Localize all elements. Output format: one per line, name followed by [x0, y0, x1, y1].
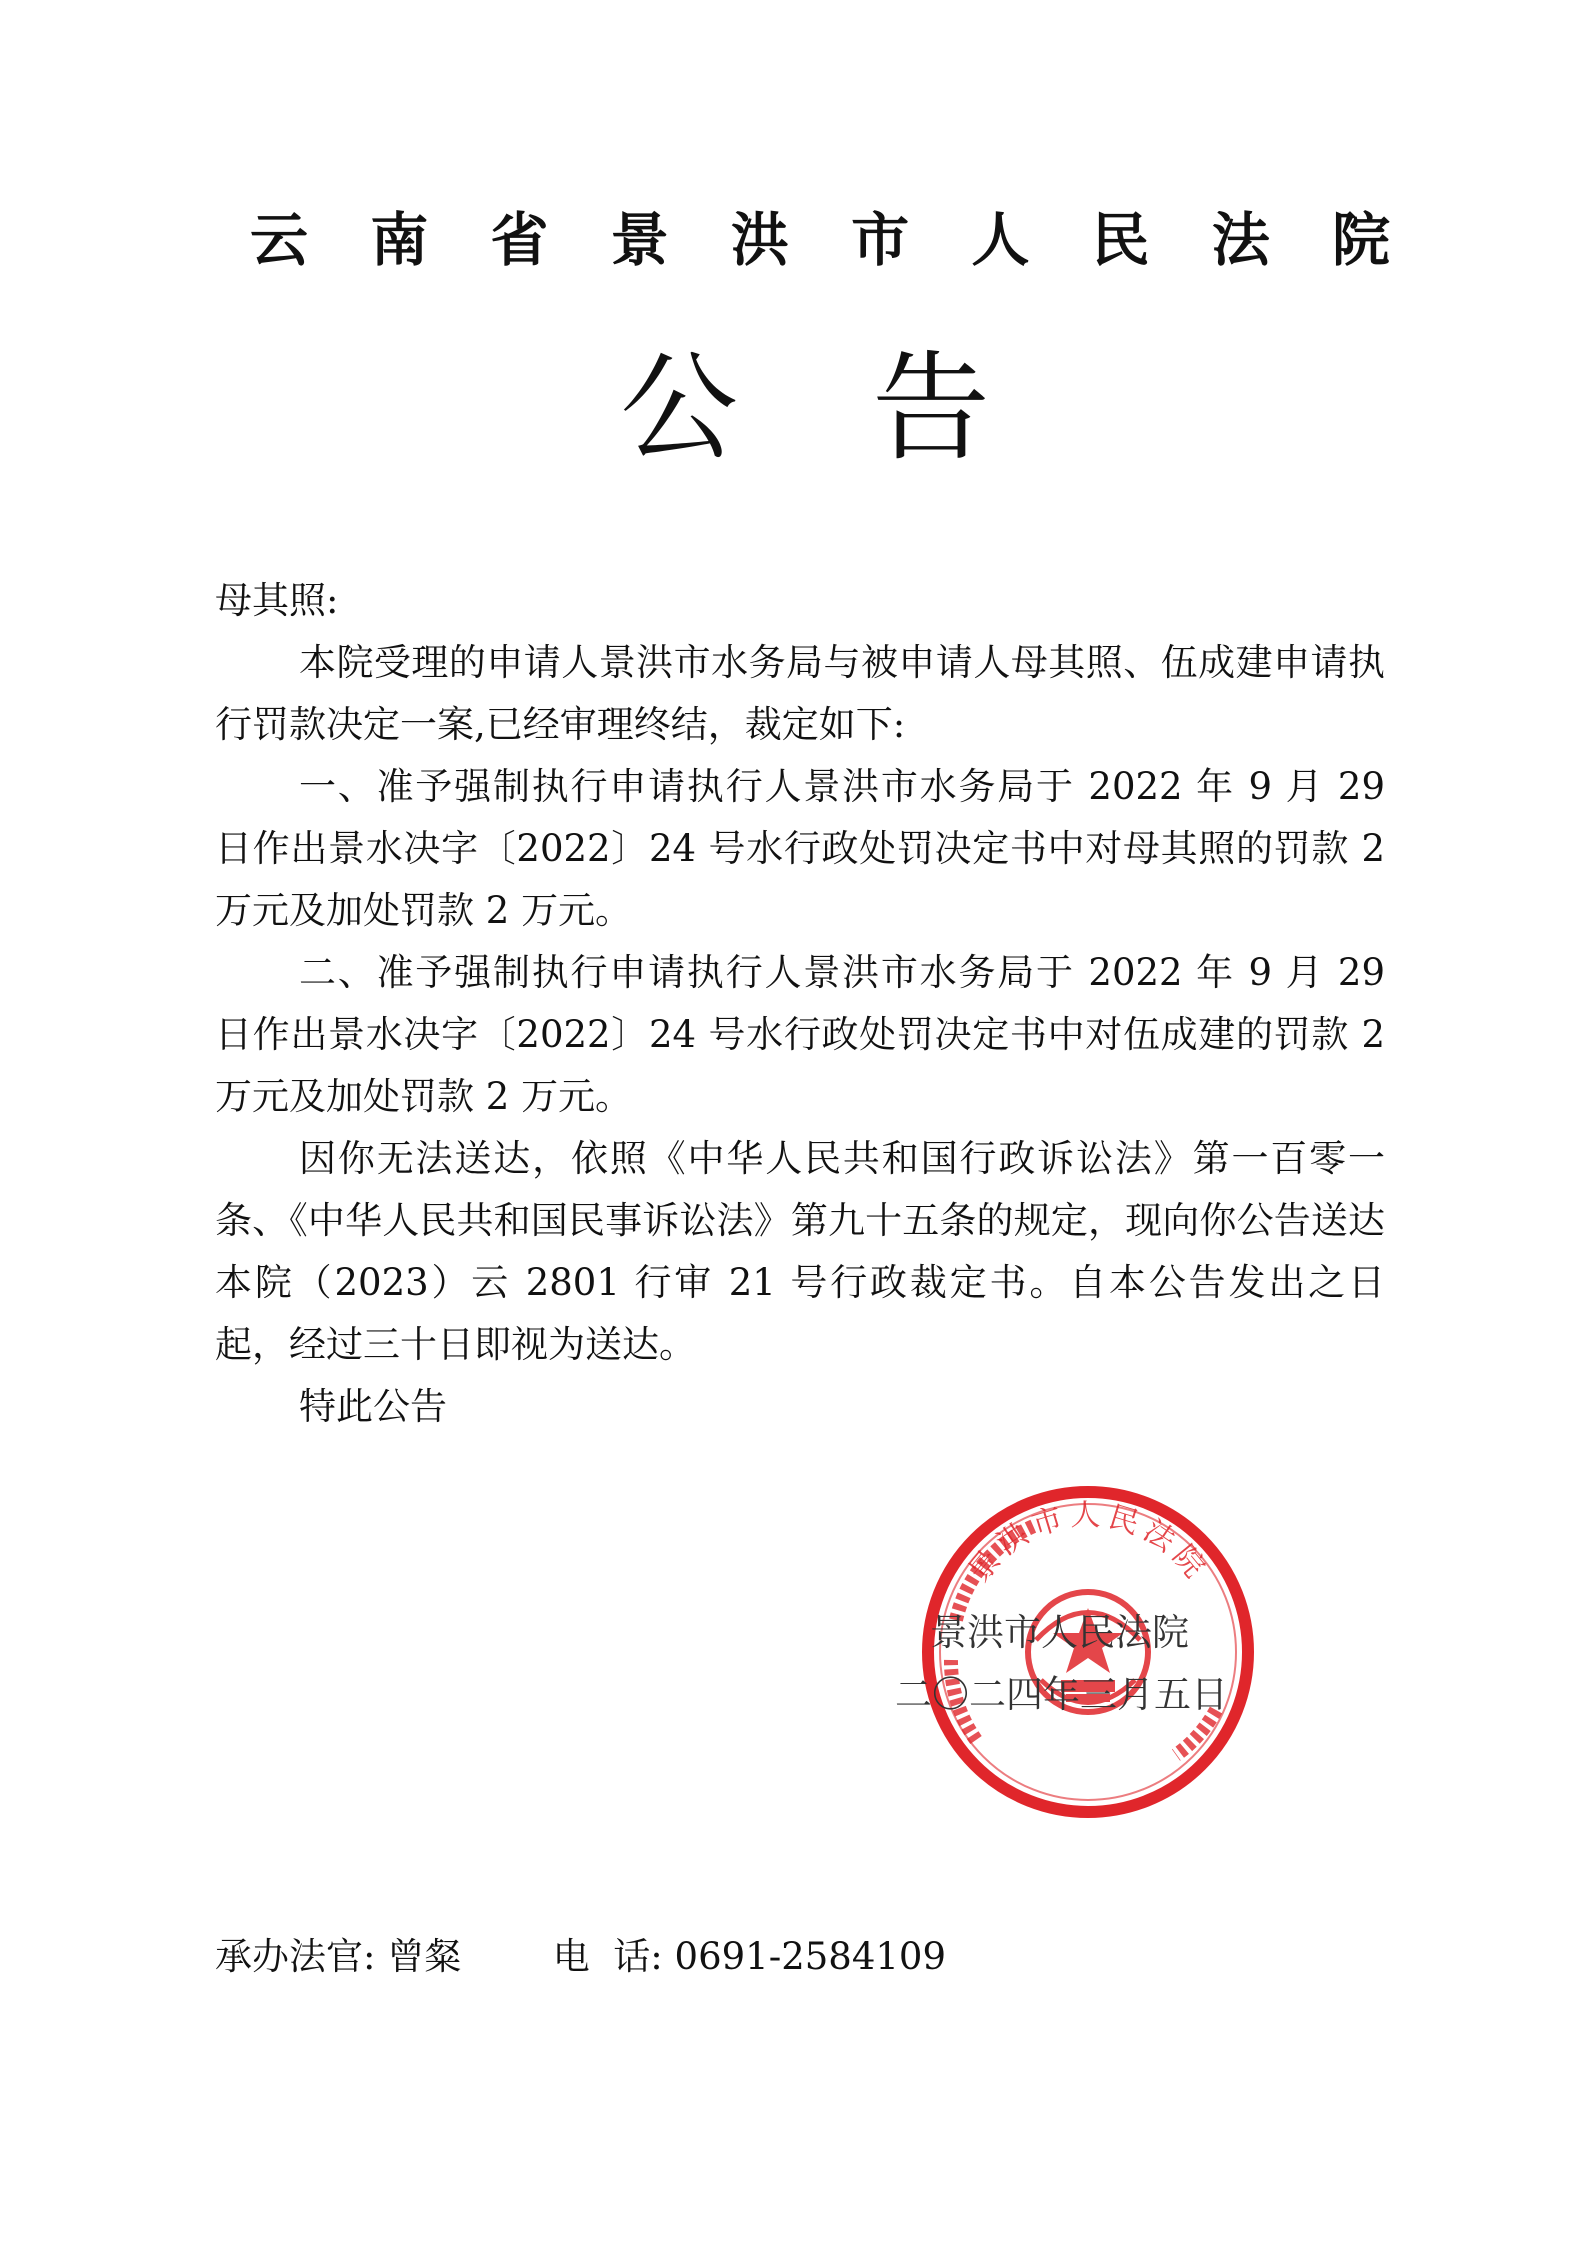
judge-label: 承办法官:: [215, 1935, 376, 1978]
signature-date: 二〇二四年三月五日: [895, 1673, 1228, 1716]
court-name-char: 洪: [730, 206, 789, 274]
intro-paragraph: 本院受理的申请人景洪市水务局与被申请人母其照、伍成建申请执行罚款决定一案,已经审理终结，裁定如下:: [215, 641, 1385, 746]
court-name-char: 市: [851, 206, 910, 274]
ruling-item-2: 二、准予强制执行申请执行人景洪市水务局于 2022 年 9 月 29 日作出景水决字〔2022〕24 号水行政处罚决定书中对伍成建的罚款 2 万元及加处罚款 2 万元。: [215, 951, 1385, 1118]
court-name-heading: [250, 200, 1390, 280]
title-char: 告: [871, 339, 990, 477]
seal-text: 景洪市人民法院: [961, 1498, 1216, 1589]
court-name-char: 省: [490, 206, 549, 274]
court-name-char: 院: [1331, 206, 1390, 274]
court-name-char: 民: [1091, 206, 1150, 274]
notice-body: [215, 570, 1385, 1438]
notice-title: [620, 338, 990, 478]
phone-label: 电 话:: [552, 1935, 663, 1978]
addressee: 母其照:: [215, 579, 339, 622]
closing-phrase: 特此公告: [299, 1385, 447, 1428]
phone-number: 0691-2584109: [674, 1935, 946, 1978]
court-name-char: 景: [610, 206, 669, 274]
service-paragraph: 因你无法送达，依照《中华人民共和国行政诉讼法》第一百零一条、《中华人民共和国民事诉讼法》第九十五条的规定，现向你公告送达本院（2023）云 2801 行审 21 号行政裁定书。自本公告发出之日起，经过三十日即视为送达。: [215, 1137, 1385, 1366]
footer-contact: [215, 1930, 946, 1984]
court-name-char: 法: [1211, 206, 1270, 274]
judge-name: 曾粲: [387, 1935, 462, 1978]
ruling-item-1: 一、准予强制执行申请执行人景洪市水务局于 2022 年 9 月 29 日作出景水决字〔2022〕24 号水行政处罚决定书中对母其照的罚款 2 万元及加处罚款 2 万元。: [215, 765, 1385, 932]
court-name-char: 人: [971, 206, 1030, 274]
title-char: 公: [620, 339, 739, 477]
court-name-char: 南: [370, 206, 429, 274]
court-name-char: 云: [250, 206, 309, 274]
signature-court: 景洪市人民法院: [930, 1611, 1189, 1654]
